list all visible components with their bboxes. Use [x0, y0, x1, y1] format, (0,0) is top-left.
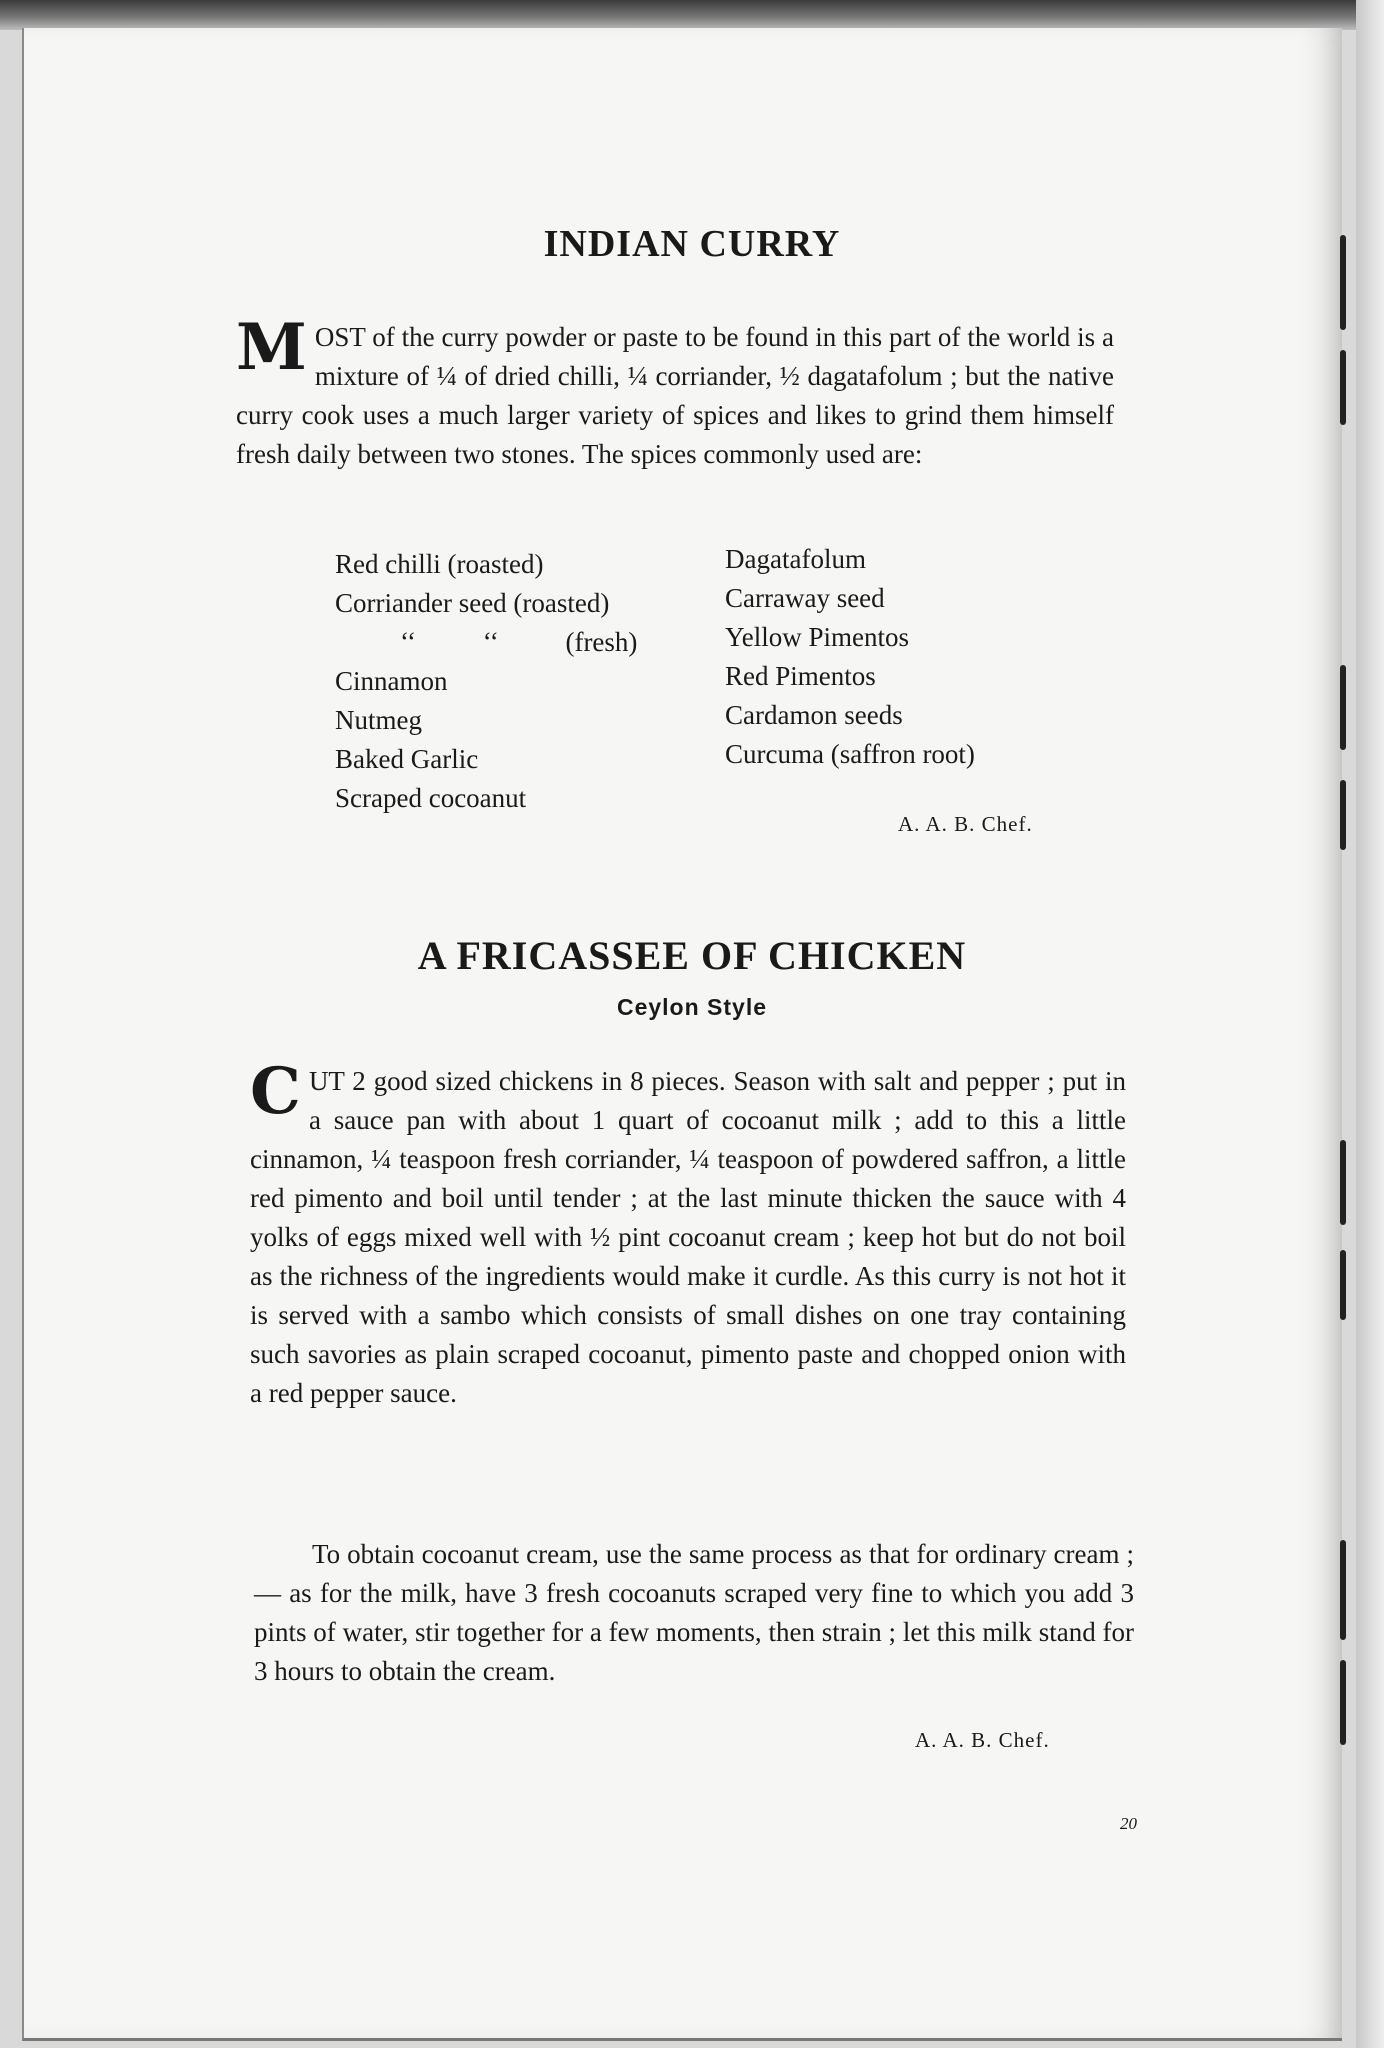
scan-top-edge: [0, 0, 1384, 30]
spice-item: Corriander seed (roasted): [335, 588, 610, 618]
binding-mark: [1340, 1660, 1346, 1745]
curry-title: INDIAN CURRY: [543, 223, 841, 265]
cocoanut-cream-paragraph: [254, 1535, 1134, 1691]
binding-mark: [1340, 1140, 1346, 1225]
spice-list-left: [335, 545, 637, 818]
spice-item: Red chilli (roasted): [335, 549, 544, 579]
fricassee-body-text: UT 2 good sized chickens in 8 pieces. Season with salt and pepper ; put in a sauce pan with about 1 quart of cocoanut milk ; add to this a little cinnamon, ¼ teaspoon fresh corriander, ¼ teaspoon of powdered saffron, a little red pimento and boil until tender ; at the last minute thicken the sauce with 4 yolks of eggs mixed well with ½ pint cocoanut cream ; keep hot but do not boil as the richness of the ingredients would make it curdle. As this curry is not hot it is served with a sambo which consists of small dishes on one tray containing such savories as plain scraped cocoanut, pimento paste and chopped onion with a red pepper sauce.: [250, 1066, 1126, 1408]
fricassee-signature: A. A. B. Chef.: [915, 1728, 1050, 1752]
binding-mark: [1340, 1540, 1346, 1640]
binding-mark: [1340, 1250, 1346, 1320]
fricassee-subtitle: Ceylon Style: [616, 994, 768, 1020]
spice-list-right: [725, 540, 975, 774]
scan-right-edge: [1356, 0, 1384, 2048]
fricassee-dropcap: C: [250, 1054, 301, 1129]
cocoanut-cream-text: To obtain cocoanut cream, use the same process as that for ordinary cream ; — as for the milk, have 3 fresh cocoanuts scraped very fine to which you add 3 pints of water, stir together for a few moments, then strain ; let this milk stand for 3 hours to obtain the cream.: [254, 1539, 1134, 1686]
spice-item: Curcuma (saffron root): [725, 739, 975, 769]
spice-item: ‘‘ ‘‘ (fresh): [400, 627, 638, 657]
curry-signature: A. A. B. Chef.: [898, 812, 1033, 836]
spice-item: Baked Garlic: [335, 744, 479, 774]
spice-item: Red Pimentos: [725, 661, 876, 691]
spice-item: Scraped cocoanut: [335, 783, 527, 813]
curry-dropcap: M: [236, 310, 307, 385]
binding-mark: [1340, 780, 1346, 850]
curry-intro-text: OST of the curry powder or paste to be found in this part of the world is a mixture of ¼ of dried chilli, ¼ corriander, ½ dagatafolum ; but the native curry cook uses a much larger variety of spices and likes to grind them himself fresh daily between two stones. The spices commonly used are:: [236, 322, 1114, 469]
spice-item: Nutmeg: [335, 705, 422, 735]
spice-item: Carraway seed: [725, 583, 885, 613]
spice-item: Cinnamon: [335, 666, 448, 696]
fricassee-title: A FRICASSEE OF CHICKEN: [417, 933, 967, 978]
spice-item: Dagatafolum: [725, 544, 866, 574]
spice-item: Yellow Pimentos: [725, 622, 910, 652]
curry-intro: [236, 310, 1114, 474]
fricassee-body: [250, 1054, 1126, 1413]
binding-mark: [1340, 350, 1346, 425]
spice-item: Cardamon seeds: [725, 700, 903, 730]
binding-mark: [1340, 665, 1346, 750]
page-number: 20: [1120, 1814, 1137, 1833]
